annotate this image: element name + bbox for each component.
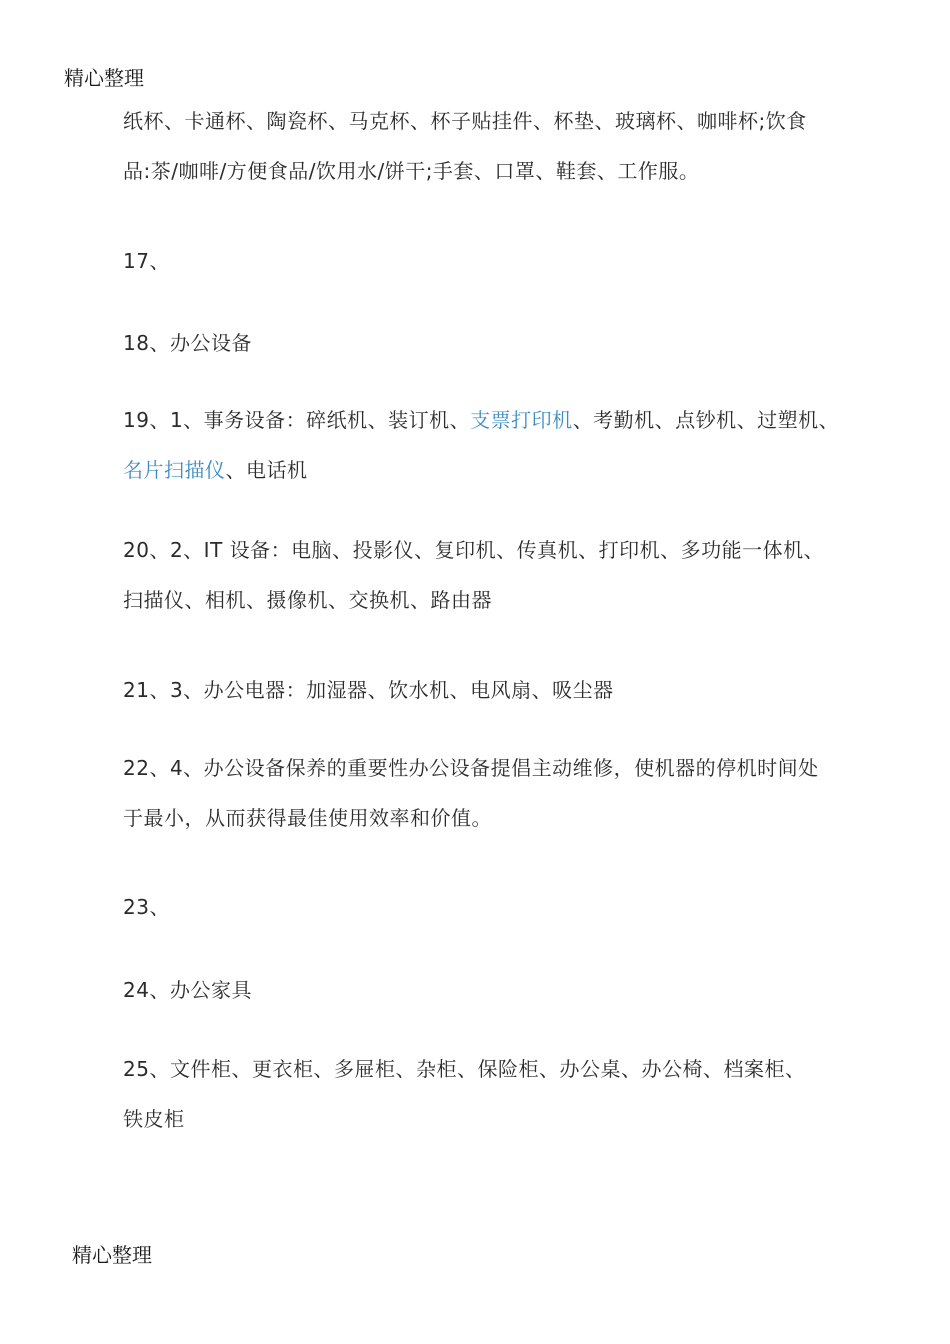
item-19-text-a: 19、1、事务设备：碎纸机、装订机、: [123, 408, 471, 432]
item-24-heading: 24、办公家具: [123, 978, 252, 1002]
item-21: 21、3、办公电器：加湿器、饮水机、电风扇、吸尘器: [123, 678, 614, 702]
page-header: 精心整理: [64, 66, 144, 90]
paragraph-line: [123, 445, 893, 495]
paragraph-line: 于最小，从而获得最佳使用效率和价值。: [123, 806, 492, 830]
item-20: [123, 525, 893, 625]
item-17: 17、: [123, 249, 170, 273]
paragraph-line: 纸杯、卡通杯、陶瓷杯、马克杯、杯子贴挂件、杯垫、玻璃杯、咖啡杯;饮食: [123, 109, 807, 133]
page-footer: 精心整理: [72, 1243, 152, 1267]
paragraph-line: 20、2、IT 设备：电脑、投影仪、复印机、传真机、打印机、多功能一体机、: [123, 538, 825, 562]
item-19-text-c: 、电话机: [225, 458, 308, 482]
item-19-text-b: 、考勤机、点钞机、过塑机、: [572, 408, 840, 432]
item-23: 23、: [123, 895, 170, 919]
card-scanner-link[interactable]: 名片扫描仪: [123, 458, 226, 482]
paragraph-line: 品:茶/咖啡/方便食品/饮用水/饼干;手套、口罩、鞋套、工作服。: [123, 159, 700, 183]
item-25: [123, 1044, 893, 1144]
paragraph-line: [123, 395, 893, 445]
item-22: [123, 743, 893, 843]
cheque-printer-link[interactable]: 支票打印机: [470, 408, 573, 432]
paragraph-line: 22、4、办公设备保养的重要性办公设备提倡主动维修，使机器的停机时间处: [123, 756, 819, 780]
paragraph-line: 扫描仪、相机、摄像机、交换机、路由器: [123, 588, 492, 612]
paragraph-supplies: [123, 96, 893, 196]
paragraph-line: 25、文件柜、更衣柜、多屉柜、杂柜、保险柜、办公桌、办公椅、档案柜、: [123, 1057, 806, 1081]
paragraph-line: 铁皮柜: [123, 1107, 185, 1131]
item-18-heading: 18、办公设备: [123, 331, 252, 355]
item-19: [123, 395, 893, 495]
